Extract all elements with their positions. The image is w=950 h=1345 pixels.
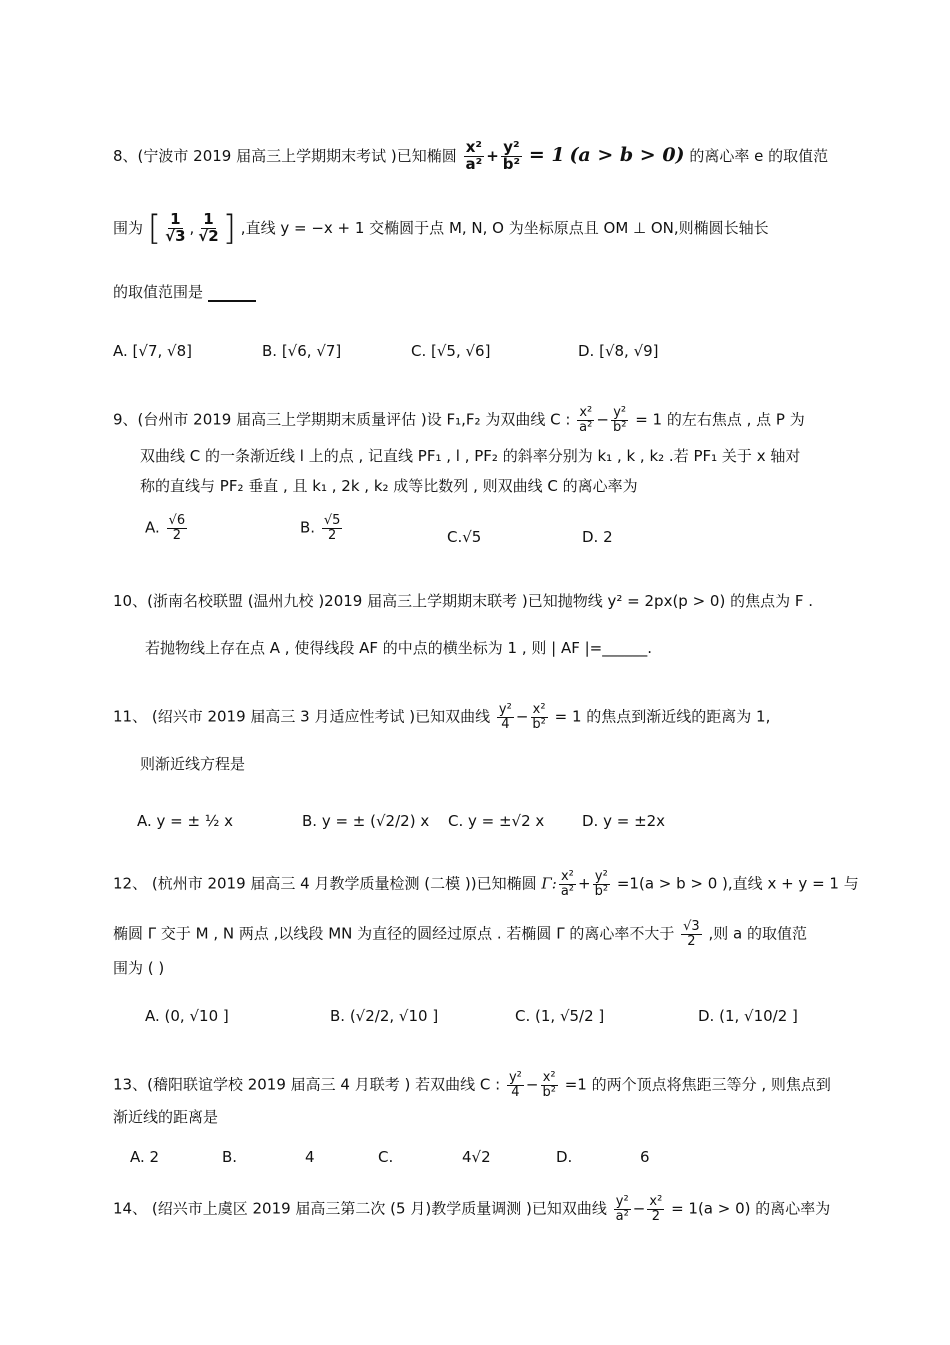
q11-option-d: D. y = ±2x <box>582 812 666 830</box>
q9-line1-post: = 1 的左右焦点 , 点 P 为 <box>635 410 805 429</box>
q8-option-b: B. [√6, √7] <box>262 342 342 360</box>
q8-condition: (a > b > 0) <box>569 143 685 166</box>
q12-line1-post: =1(a > b > 0 ),直线 x + y = 1 与 <box>616 874 859 893</box>
q13-line1: 13、(稽阳联谊学校 2019 届高三 4 月联考 ) 若双曲线 C : $\frac{\text{y²}}{4}$ − $\frac{\text{x²}}{\text{b²}}$ =1 的两个顶点将焦距三等分 , 则焦点到 <box>113 1070 831 1100</box>
q14-line1: 14、 (绍兴市上虞区 2019 届高三第二次 (5 月)教学质量调测 )已知双曲线 $\frac{\text{y²}}{\text{a²}}$ − $\frac{\text{x²}}{2}$ = 1(a > 0) 的离心率为 <box>113 1194 831 1224</box>
q13-line2: 渐近线的距离是 <box>113 1108 219 1126</box>
ellipse-eq-x: $\frac{\text{x²}}{\text{a²}}$ <box>465 138 483 173</box>
q10-line2: 若抛物线上存在点 A , 使得线段 AF 的中点的横坐标为 1 , 则 | AF |=______. <box>145 639 653 657</box>
q13-option-c-value: 4√2 <box>462 1148 491 1166</box>
answer-blank <box>208 286 256 302</box>
q13-line1-pre: 13、(稽阳联谊学校 2019 届高三 4 月联考 ) 若双曲线 C : <box>113 1075 501 1094</box>
ellipse-eq-y: $\frac{\text{y²}}{\text{b²}}$ <box>502 138 521 173</box>
q9-option-b: B. $\frac{√5}{2}$ <box>300 513 341 543</box>
q11-option-c: C. y = ±√2 x <box>448 812 545 830</box>
q14-line1-pre: 14、 (绍兴市上虞区 2019 届高三第二次 (5 月)教学质量调测 )已知双曲线 <box>113 1199 607 1218</box>
q11-option-b: B. y = ± (√2/2) x <box>302 812 430 830</box>
q8-line2-pre: 围为 <box>113 218 144 237</box>
q13-option-b: B. <box>222 1148 238 1166</box>
q9-option-c: C.√5 <box>447 528 482 546</box>
q8-line1-pre: 8、(宁波市 2019 届高三上学期期末考试 )已知椭圆 <box>113 146 457 165</box>
q8-option-a: A. [√7, √8] <box>113 342 192 360</box>
q13-option-d-value: 6 <box>640 1148 650 1166</box>
q8-line3-text: 的取值范围是 <box>113 283 204 301</box>
q8-option-d: D. [√8, √9] <box>578 342 659 360</box>
q8-line3 <box>113 282 256 302</box>
q8-option-c: C. [√5, √6] <box>411 342 491 360</box>
q12-line3: 围为 ( ) <box>113 959 165 977</box>
q9-option-d: D. 2 <box>582 528 613 546</box>
q8-eq-one: = 1 <box>528 143 565 166</box>
q11-line1-post: = 1 的焦点到渐近线的距离为 1, <box>554 707 771 726</box>
q10-line1: 10、(浙南名校联盟 (温州九校 )2019 届高三上学期期末联考 )已知抛物线 y² = 2px(p > 0) 的焦点为 F . <box>113 592 814 610</box>
q12-option-c: C. (1, √5/2 ] <box>515 1007 605 1025</box>
q11-line2: 则渐近线方程是 <box>140 755 246 773</box>
q13-line1-post: =1 的两个顶点将焦距三等分 , 则焦点到 <box>564 1075 831 1094</box>
q13-option-d: D. <box>556 1148 573 1166</box>
q13-option-b-value: 4 <box>305 1148 315 1166</box>
q9-line1-pre: 9、(台州市 2019 届高三上学期期末质量评估 )设 F₁,F₂ 为双曲线 C : <box>113 410 571 429</box>
q11-line1-pre: 11、 (绍兴市 2019 届高三 3 月适应性考试 )已知双曲线 <box>113 707 491 726</box>
q12-line2: 椭圆 Γ 交于 M , N 两点 ,以线段 MN 为直径的圆经过原点 . 若椭圆 Γ 的离心率不大于 $\frac{√3}{2}$ ,则 a 的取值范 <box>113 919 807 949</box>
q8-line1: 8、(宁波市 2019 届高三上学期期末考试 )已知椭圆 $\frac{\text{x²}}{\text{a²}}$ + $\frac{\text{y²}}{\text{b²}}$ = 1 (a > b > 0) 的离心率 e 的取值范 <box>113 138 829 173</box>
q8-line1-post: 的离心率 e 的取值范 <box>689 146 829 165</box>
q9-line3: 称的直线与 PF₂ 垂直 , 且 k₁ , 2k , k₂ 成等比数列 , 则双曲线 C 的离心率为 <box>140 477 638 495</box>
q13-option-c: C. <box>378 1148 394 1166</box>
q12-option-a: A. (0, √10 ] <box>145 1007 229 1025</box>
q14-line1-post: = 1(a > 0) 的离心率为 <box>671 1199 831 1218</box>
q9-option-a: A. $\frac{√6}{2}$ <box>145 513 186 543</box>
q12-option-d: D. (1, √10/2 ] <box>698 1007 798 1025</box>
q11-option-a: A. y = ± ½ x <box>137 812 234 830</box>
q8-line2-mid: ,直线 y = −x + 1 交椭圆于点 M, N, O 为坐标原点且 OM ⊥ ON,则椭圆长轴长 <box>240 218 769 237</box>
q9-line2: 双曲线 C 的一条渐近线 l 上的点 , 记直线 PF₁ , l , PF₂ 的斜率分别为 k₁ , k , k₂ .若 PF₁ 关于 x 轴对 <box>140 447 801 465</box>
q12-option-b: B. (√2/2, √10 ] <box>330 1007 439 1025</box>
q12-line1: 12、 (杭州市 2019 届高三 4 月教学质量检测 (二模 ))已知椭圆 Γ: $\frac{\text{x²}}{\text{a²}}$ + $\frac{\text{y²}}{\text{b²}}$ =1(a > b > 0 ),直线 x + y = 1 与 <box>113 869 859 899</box>
q12-line1-pre: 12、 (杭州市 2019 届高三 4 月教学质量检测 (二模 ))已知椭圆 <box>113 874 537 893</box>
q8-line2: 围为 [ $\frac{1}{√3}$ , $\frac{1}{√2}$ ] ,直线 y = −x + 1 交椭圆于点 M, N, O 为坐标原点且 OM ⊥ ON,则椭圆长轴长 <box>113 208 769 249</box>
q11-line1: 11、 (绍兴市 2019 届高三 3 月适应性考试 )已知双曲线 $\frac{\text{y²}}{4}$ − $\frac{\text{x²}}{\text{b²}}$ = 1 的焦点到渐近线的距离为 1, <box>113 702 771 732</box>
q9-line1: 9、(台州市 2019 届高三上学期期末质量评估 )设 F₁,F₂ 为双曲线 C : $\frac{\text{x²}}{\text{a²}}$ − $\frac{\text{y²}}{\text{b²}}$ = 1 的左右焦点 , 点 P 为 <box>113 405 805 435</box>
q13-option-a: A. 2 <box>130 1148 160 1166</box>
